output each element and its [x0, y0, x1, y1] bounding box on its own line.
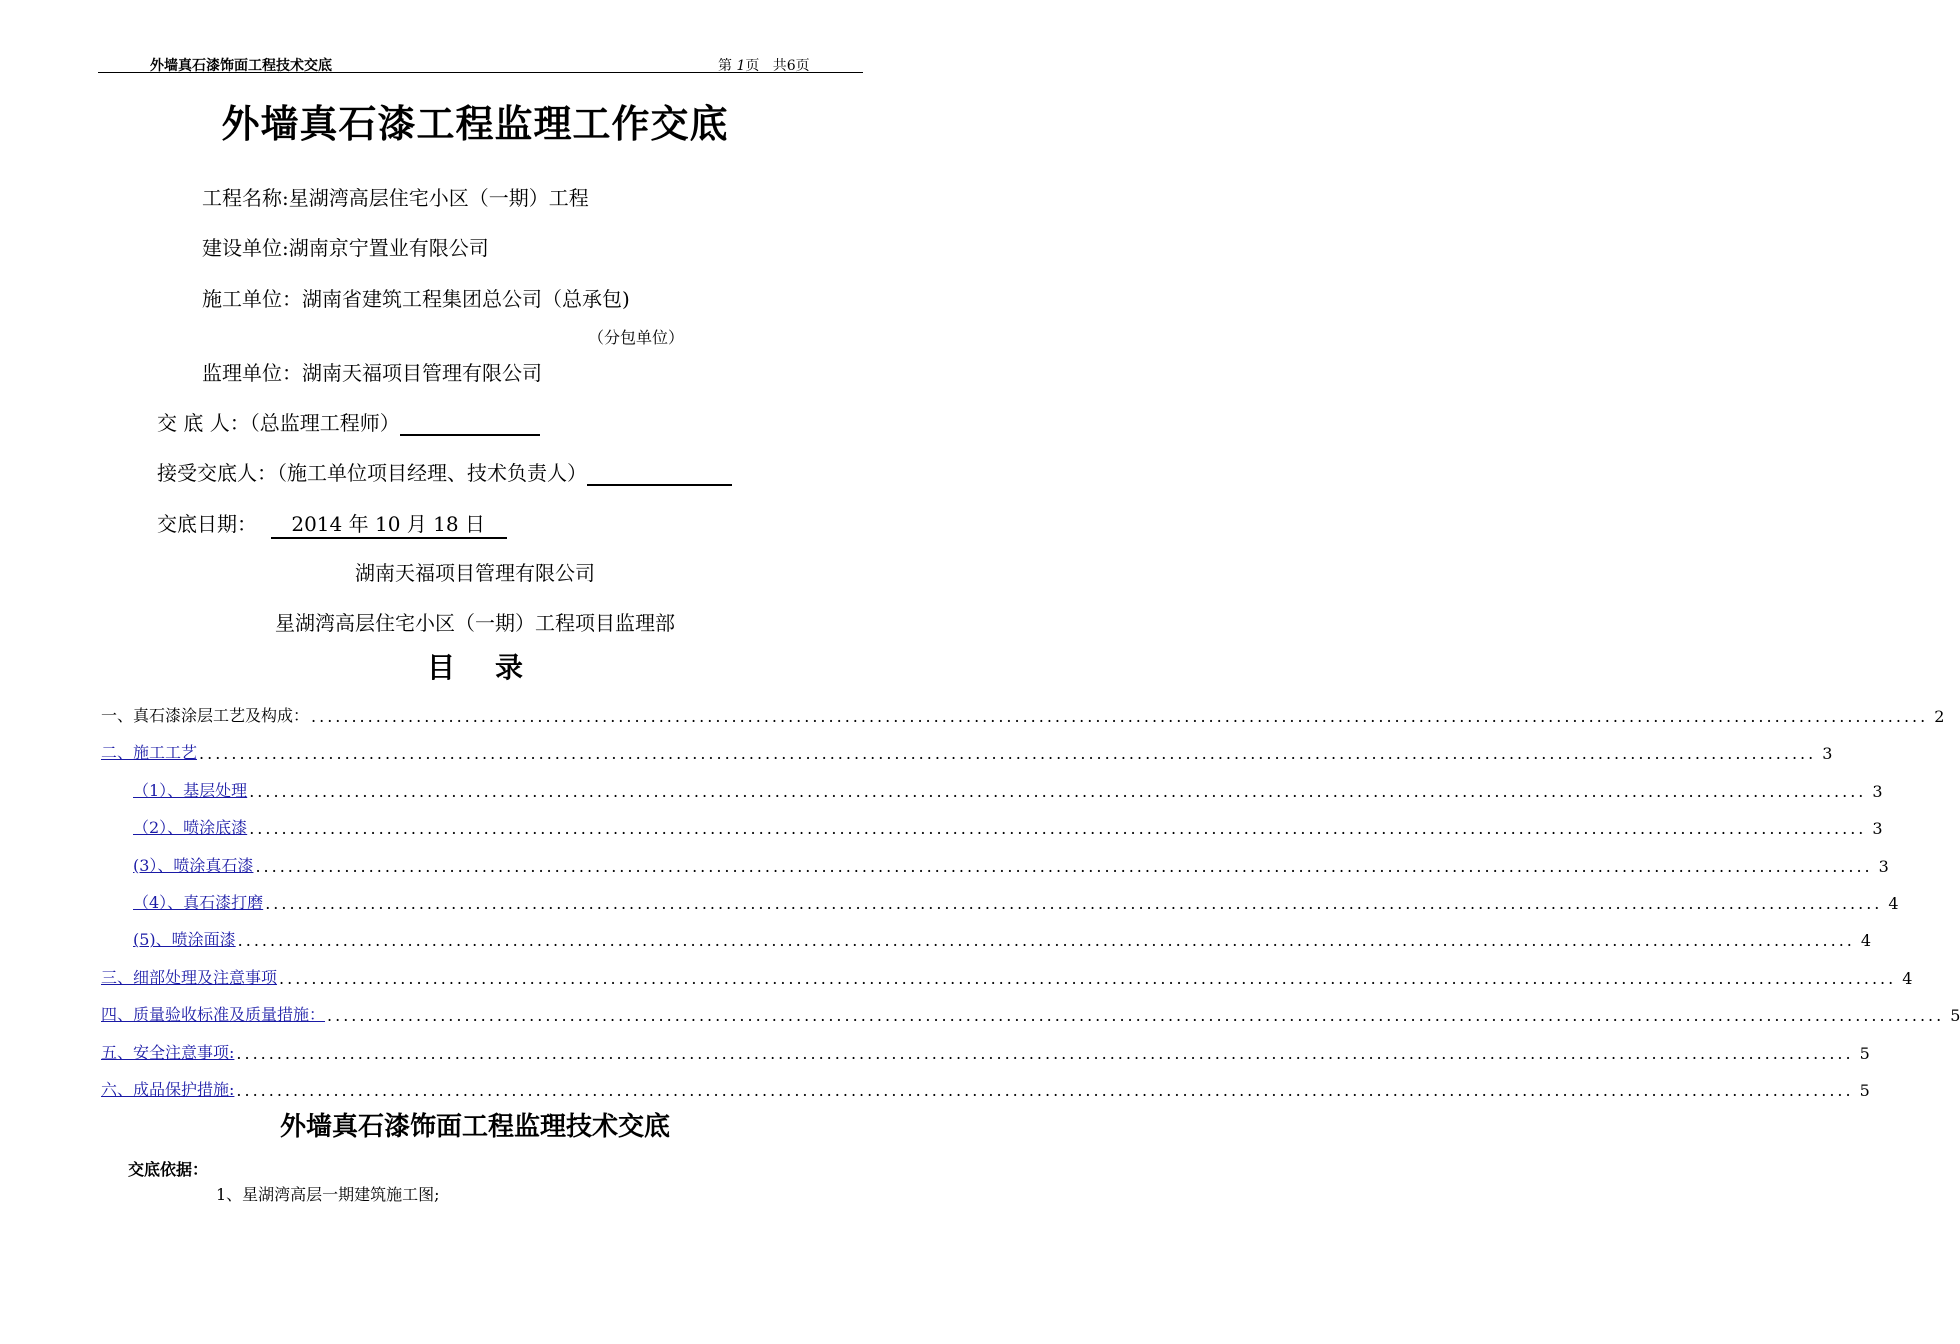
toc-item-label[interactable]: (5)、喷涂面漆	[133, 930, 236, 950]
header-rule	[98, 72, 863, 73]
toc-item-label[interactable]: 二、施工工艺	[101, 743, 198, 763]
toc-item[interactable]	[101, 852, 1889, 876]
receiver-label: 接受交底人：（施工单位项目经理、技术负责人）	[157, 461, 587, 485]
toc-item[interactable]	[101, 739, 1833, 764]
section-title: 外墙真石漆饰面工程监理技术交底	[279, 1112, 670, 1142]
toc-item-label[interactable]: 四、质量验收标准及质量措施：	[101, 1005, 326, 1025]
toc-item-page: 3	[1872, 781, 1883, 801]
page-suffix: 页	[745, 58, 760, 74]
toc-item-label[interactable]: (3）、喷涂真石漆	[133, 855, 254, 875]
toc-item-page: 5	[1859, 1081, 1870, 1100]
toc-leader-dots: ........................................................................................................................................................................................................	[279, 968, 1897, 988]
toc-item-page: 3	[1822, 744, 1833, 764]
project-department: 星湖湾高层住宅小区（一期）工程项目监理部	[275, 611, 675, 635]
toc-leader-dots: ........................................................................................................................................................................................................	[255, 856, 1873, 876]
basis-item: 1、星湖湾高层一期建筑施工图;	[216, 1185, 440, 1204]
date-value: 2014 年 10 月 18 日	[271, 508, 507, 539]
receiver-line	[157, 457, 732, 486]
discloser-line	[157, 407, 540, 436]
toc-item[interactable]	[101, 1076, 1870, 1100]
basis-label: 交底依据：	[128, 1160, 209, 1179]
toc-item-label: 一、真石漆涂层工艺及构成：	[101, 706, 310, 725]
page-total: 共6页	[772, 58, 810, 74]
toc-leader-dots: ........................................................................................................................................................................................................	[237, 931, 1855, 951]
page-current: 1	[736, 58, 746, 74]
toc-item-page: 3	[1878, 856, 1889, 876]
toc-item[interactable]	[101, 926, 1872, 951]
toc-item-label[interactable]: （1）、基层处理	[133, 780, 248, 800]
supervising-company: 湖南天福项目管理有限公司	[355, 561, 595, 585]
toc-item[interactable]	[101, 889, 1899, 913]
page-prefix: 第	[718, 58, 732, 74]
project-name: 工程名称:星湖湾高层住宅小区（一期）工程	[202, 186, 589, 210]
contractor-unit: 施工单位：湖南省建筑工程集团总公司（总承包)	[202, 287, 630, 311]
toc-item-label[interactable]: 三、细部处理及注意事项	[101, 967, 278, 987]
toc-item[interactable]	[101, 777, 1883, 801]
toc-item[interactable]	[101, 1001, 1960, 1026]
toc-item	[101, 702, 1945, 726]
toc-item-page: 4	[1860, 931, 1872, 951]
toc-item-page: 5	[1950, 1006, 1960, 1026]
discloser-label: 交 底 人：（总监理工程师）	[157, 411, 400, 435]
toc-item-page: 2	[1934, 707, 1945, 726]
toc-item-page: 4	[1888, 894, 1899, 913]
header-title: 外墙真石漆饰面工程技术交底	[150, 58, 332, 74]
toc-leader-dots: ........................................................................................................................................................................................................	[249, 781, 1867, 801]
page-title: 外墙真石漆工程监理工作交底	[221, 101, 729, 146]
toc-leader-dots: ........................................................................................................................................................................................................	[249, 819, 1867, 839]
toc-title: 目录	[426, 651, 563, 684]
toc-leader-dots: ........................................................................................................................................................................................................	[236, 1043, 1854, 1063]
toc-item-label[interactable]: （2）、喷涂底漆	[133, 818, 248, 838]
toc-item-label[interactable]: 五、安全注意事项:	[101, 1042, 235, 1062]
date-label: 交底日期：	[157, 512, 257, 536]
toc-leader-dots: ........................................................................................................................................................................................................	[311, 707, 1929, 726]
toc-item-label[interactable]: 六、成品保护措施:	[101, 1080, 235, 1099]
discloser-signature-blank	[400, 414, 540, 436]
toc-item[interactable]	[101, 814, 1883, 839]
receiver-signature-blank	[587, 464, 732, 486]
toc-leader-dots: ........................................................................................................................................................................................................	[327, 1006, 1945, 1026]
toc-item-page: 5	[1859, 1043, 1870, 1063]
toc-item-label[interactable]: （4）、真石漆打磨	[133, 893, 264, 912]
toc-leader-dots: ........................................................................................................................................................................................................	[199, 744, 1817, 764]
subcontractor-note: （分包单位）	[588, 328, 685, 347]
supervisor-unit: 监理单位：湖南天福项目管理有限公司	[202, 361, 542, 385]
toc-leader-dots: ........................................................................................................................................................................................................	[265, 894, 1883, 913]
toc-item[interactable]	[101, 964, 1913, 988]
owner-unit: 建设单位:湖南京宁置业有限公司	[202, 236, 489, 260]
date-line	[157, 508, 507, 539]
toc-item-page: 4	[1902, 968, 1913, 988]
toc-leader-dots: ........................................................................................................................................................................................................	[236, 1081, 1854, 1100]
toc-item[interactable]	[101, 1039, 1870, 1063]
toc-item-page: 3	[1872, 819, 1883, 839]
